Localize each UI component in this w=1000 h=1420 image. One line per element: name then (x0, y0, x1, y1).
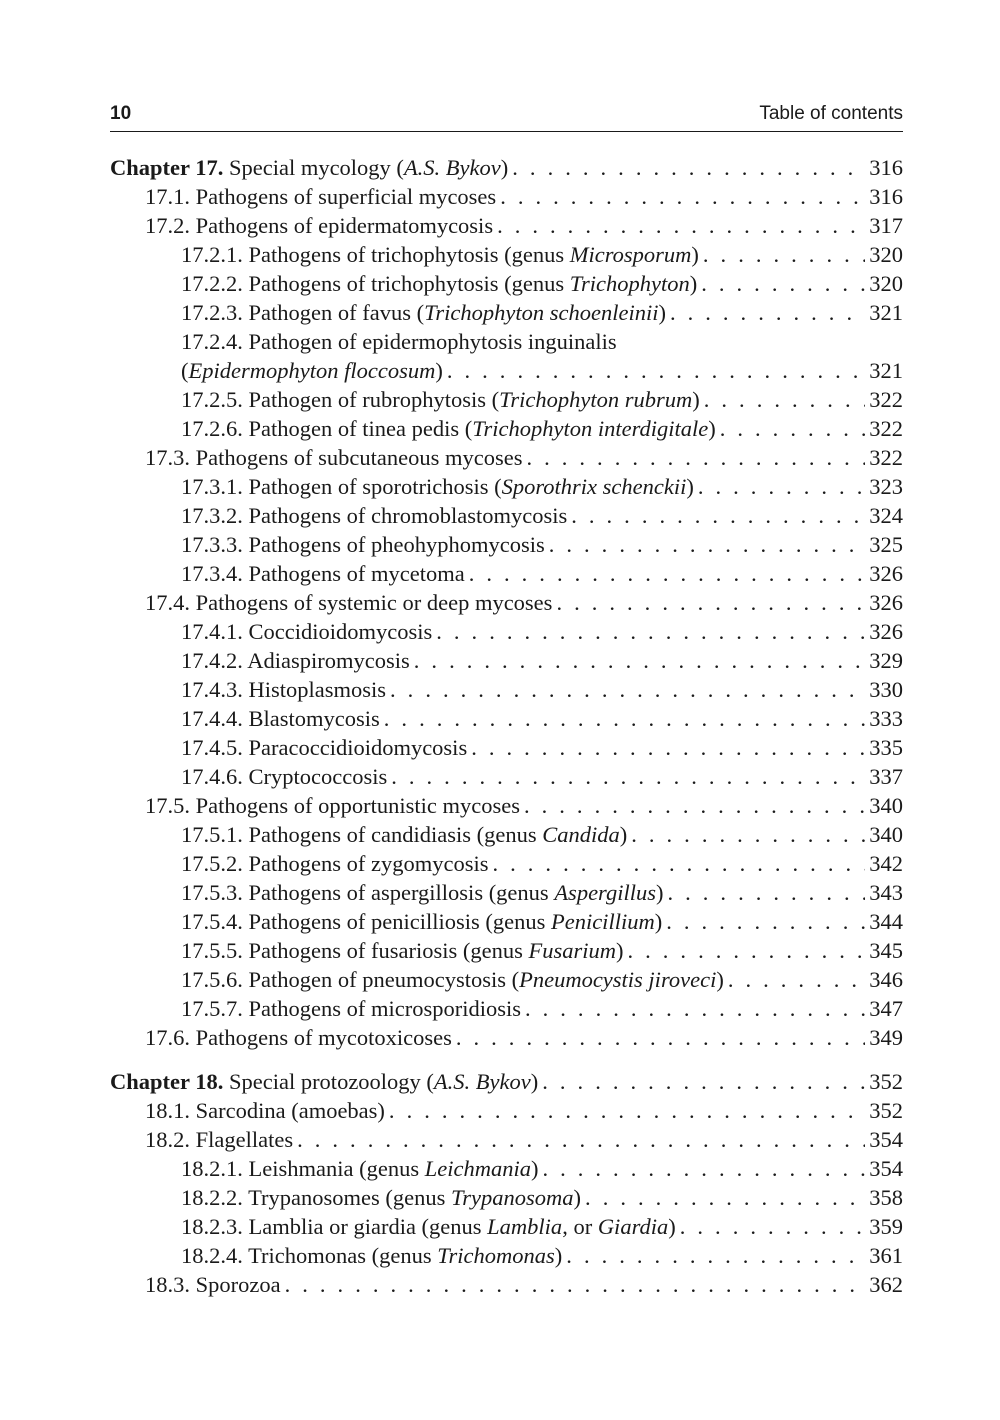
page-ref: 346 (869, 967, 903, 992)
entry-number: 17.5.6. (181, 967, 243, 992)
entry-title-suffix: ) (435, 358, 443, 383)
page-ref: 330 (869, 677, 903, 702)
entry-title: Pathogens of subcutaneous mycoses (195, 445, 523, 470)
page-ref: 344 (869, 909, 903, 934)
entry-title: Blastomycosis (248, 706, 380, 731)
entry-text (181, 269, 697, 298)
dot-leader (728, 965, 865, 994)
dot-leader (703, 240, 865, 269)
entry-title: Sporozoa (195, 1272, 281, 1297)
entry-title: Sarcodina (amoebas) (195, 1098, 385, 1123)
toc-entry[interactable] (110, 936, 903, 965)
toc-entry-chapter[interactable] (110, 153, 903, 182)
entry-title: ( (181, 358, 189, 383)
page-ref: 316 (869, 155, 903, 180)
toc-entry[interactable] (110, 820, 903, 849)
entry-title-suffix: ) (654, 909, 663, 934)
dot-leader (414, 646, 865, 675)
dot-leader (542, 1067, 865, 1096)
page-ref: 345 (869, 938, 903, 963)
entry-title-suffix: ) (689, 271, 698, 296)
dot-leader (525, 994, 865, 1023)
entry-number: 17.5.2. (181, 851, 243, 876)
entry-text (181, 820, 627, 849)
entry-title: Pathogen of sporotrichosis ( (248, 474, 502, 499)
toc-entry[interactable] (110, 1212, 903, 1241)
toc-entry[interactable] (110, 443, 903, 472)
entry-title: Pathogens of pheohyphomycosis (248, 532, 545, 557)
entry-title-italic: Pneumocystis jiroveci (519, 967, 717, 992)
entry-title: Pathogens of zygomycosis (248, 851, 489, 876)
entry-text (145, 182, 496, 211)
entry-title: Pathogens of mycotoxicoses (195, 1025, 452, 1050)
entry-number: 17.4.5. (181, 735, 243, 760)
entry-text (181, 472, 694, 501)
entry-title: Trichomonas (genus (248, 1243, 438, 1268)
toc-entry[interactable] (110, 269, 903, 298)
toc-entry-continuation[interactable] (110, 356, 903, 385)
entry-number: 17.3.3. (181, 532, 243, 557)
entry-number: 17.4. (145, 590, 190, 615)
entry-title-italic: Trichophyton rubrum (499, 387, 693, 412)
dot-leader (456, 1023, 865, 1052)
entry-text (181, 675, 386, 704)
entry-title-italic: Trichophyton interdigitale (472, 416, 709, 441)
toc-entry[interactable] (110, 907, 903, 936)
entry-title: Pathogens of mycetoma (248, 561, 465, 586)
entry-text (145, 1023, 452, 1052)
entry-text (110, 153, 508, 182)
dot-leader (701, 269, 865, 298)
entry-title: Pathogens of fusariosis (genus (248, 938, 529, 963)
entry-number: 17.1. (145, 184, 190, 209)
page-ref: 359 (869, 1214, 903, 1239)
entry-title: Pathogens of systemic or deep mycoses (195, 590, 553, 615)
dot-leader (627, 936, 865, 965)
toc-entry[interactable] (110, 1183, 903, 1212)
entry-text (145, 211, 493, 240)
page-ref: 340 (869, 822, 903, 847)
entry-title: Flagellates (195, 1127, 294, 1152)
entry-text (145, 443, 522, 472)
entry-title-suffix: ) (708, 416, 716, 441)
toc-entry[interactable] (110, 501, 903, 530)
entry-text (181, 559, 465, 588)
dot-leader (497, 211, 865, 240)
entry-number: 17.3.1. (181, 474, 243, 499)
page-ref: 320 (869, 271, 903, 296)
toc-entry[interactable] (110, 414, 903, 443)
toc-entry[interactable] (110, 298, 903, 327)
toc-entry[interactable] (110, 1270, 903, 1299)
dot-leader (447, 356, 865, 385)
page-ref: 354 (869, 1127, 903, 1152)
entry-number: 17.3.2. (181, 503, 243, 528)
entry-text (181, 298, 666, 327)
page-ref: 333 (869, 706, 903, 731)
dot-leader (469, 559, 866, 588)
toc-entry[interactable] (110, 762, 903, 791)
entry-title-italic-2: Giardia (597, 1214, 669, 1239)
entry-title-suffix: , or (562, 1214, 598, 1239)
entry-text (181, 965, 724, 994)
entry-number: 17.2.5. (181, 387, 243, 412)
entry-title: Coccidioidomycosis (248, 619, 433, 644)
entry-title: Pathogens of microsporidiosis (248, 996, 521, 1021)
toc-entry[interactable] (110, 327, 903, 356)
entry-text (181, 356, 443, 385)
entry-title: Trypanosomes (genus (248, 1185, 452, 1210)
entry-title-italic: Trichomonas (437, 1243, 555, 1268)
entry-number: 18.1. (145, 1098, 190, 1123)
toc-entry[interactable] (110, 385, 903, 414)
toc-entry[interactable] (110, 878, 903, 907)
entry-number: 17.4.1. (181, 619, 243, 644)
entry-number: 17.2.6. (181, 416, 243, 441)
entry-title: Special mycology ( (228, 155, 404, 180)
entry-title: Special protozoology ( (228, 1069, 434, 1094)
entry-title: Pathogens of aspergillosis (genus (248, 880, 555, 905)
dot-leader (666, 907, 865, 936)
entry-title-italic: Penicillium (550, 909, 655, 934)
entry-number: 17.2.2. (181, 271, 243, 296)
running-title: Table of contents (759, 103, 903, 124)
dot-leader (512, 153, 865, 182)
page-header (110, 101, 903, 132)
page-ref: 342 (869, 851, 903, 876)
toc-entry[interactable] (110, 211, 903, 240)
page-ref: 323 (869, 474, 903, 499)
entry-number: 18.2.4. (181, 1243, 243, 1268)
toc-entry[interactable] (110, 617, 903, 646)
page-ref: 326 (869, 590, 903, 615)
toc-entry[interactable] (110, 675, 903, 704)
entry-title-italic: Aspergillus (554, 880, 656, 905)
entry-number: 17.4.6. (181, 764, 243, 789)
entry-text (181, 762, 387, 791)
dot-leader (704, 385, 866, 414)
page-ref: 358 (869, 1185, 903, 1210)
entry-number: 17.3.4. (181, 561, 243, 586)
entry-text (181, 530, 545, 559)
entry-number: 17.5. (145, 793, 190, 818)
page-ref: 337 (869, 764, 903, 789)
toc-entry[interactable] (110, 733, 903, 762)
entry-title-suffix: ) (716, 967, 724, 992)
entry-title: Pathogen of pneumocystosis ( (248, 967, 520, 992)
page-ref: 322 (869, 445, 903, 470)
entry-number: 17.5.3. (181, 880, 243, 905)
entry-text (110, 1067, 538, 1096)
table-of-contents (110, 153, 903, 1299)
entry-title-italic: Candida (542, 822, 620, 847)
dot-leader (585, 1183, 865, 1212)
entry-title: Pathogens of trichophytosis (genus (248, 242, 570, 267)
entry-title-suffix: ) (619, 822, 628, 847)
entry-title: Pathogens of trichophytosis (genus (248, 271, 570, 296)
dot-leader (670, 298, 865, 327)
entry-title-italic: Trichophyton schoenleinii (424, 300, 659, 325)
page-number: 10 (110, 103, 132, 124)
entry-title-italic: A.S. Bykov (433, 1069, 531, 1094)
page-ref: 329 (869, 648, 903, 673)
toc-entry-chapter[interactable] (110, 1067, 903, 1096)
entry-number: 17.2.1. (181, 242, 243, 267)
page-ref: 322 (869, 416, 903, 441)
entry-title-suffix: ) (658, 300, 666, 325)
entry-number: Chapter 18. (110, 1069, 224, 1094)
entry-title-suffix: ) (691, 242, 699, 267)
entry-title: Paracoccidioidomycosis (248, 735, 468, 760)
entry-number: 17.4.4. (181, 706, 243, 731)
dot-leader (436, 617, 865, 646)
entry-title: Pathogens of penicilliosis (genus (248, 909, 551, 934)
page-ref: 317 (869, 213, 903, 238)
entry-text (181, 907, 662, 936)
entry-text (181, 1154, 538, 1183)
dot-leader (492, 849, 865, 878)
page-ref: 335 (869, 735, 903, 760)
entry-number: 18.2.2. (181, 1185, 243, 1210)
entry-title-italic: Leichmania (424, 1156, 531, 1181)
entry-number: 18.2.1. (181, 1156, 243, 1181)
dot-leader (571, 501, 865, 530)
entry-title-italic: Microsporum (569, 242, 692, 267)
page-ref: 321 (869, 358, 903, 383)
entry-text (145, 1096, 385, 1125)
entry-number: 17.6. (145, 1025, 190, 1050)
dot-leader (384, 704, 865, 733)
page-ref: 340 (869, 793, 903, 818)
entry-title-italic: Sporothrix schenckii (501, 474, 687, 499)
dot-leader (389, 1096, 865, 1125)
dot-leader (549, 530, 866, 559)
entry-text (181, 385, 700, 414)
entry-title: Pathogen of tinea pedis ( (248, 416, 473, 441)
toc-entry[interactable] (110, 182, 903, 211)
dot-leader (285, 1270, 866, 1299)
dot-leader (542, 1154, 865, 1183)
entry-title-suffix: ) (530, 1069, 539, 1094)
toc-entry[interactable] (110, 530, 903, 559)
entry-title: Adiaspiromycosis (247, 648, 410, 673)
entry-text (181, 849, 488, 878)
entry-text (181, 414, 716, 443)
page-ref: 343 (869, 880, 903, 905)
dot-leader (680, 1212, 866, 1241)
entry-text (181, 617, 432, 646)
toc-entry[interactable] (110, 965, 903, 994)
entry-number: 17.4.3. (181, 677, 243, 702)
toc-entry[interactable] (110, 1154, 903, 1183)
entry-number: 17.3. (145, 445, 190, 470)
toc-entry[interactable] (110, 791, 903, 820)
entry-text (181, 646, 410, 675)
entry-number: 17.2. (145, 213, 190, 238)
entry-text (145, 588, 552, 617)
dot-leader (556, 588, 865, 617)
toc-entry[interactable] (110, 1241, 903, 1270)
toc-entry[interactable] (110, 1125, 903, 1154)
page-ref: 325 (869, 532, 903, 557)
page-ref: 362 (869, 1272, 903, 1297)
entry-title-suffix: ) (655, 880, 664, 905)
toc-entry[interactable] (110, 240, 903, 269)
entry-title: Cryptococcosis (248, 764, 388, 789)
entry-title-suffix: ) (500, 155, 509, 180)
entry-text (181, 878, 663, 907)
entry-number: 17.5.5. (181, 938, 243, 963)
entry-number: 17.4.2. (181, 648, 243, 673)
entry-title: Pathogen of epidermophytosis inguinalis (248, 329, 617, 354)
entry-text (181, 704, 380, 733)
dot-leader (297, 1125, 865, 1154)
dot-leader (391, 762, 865, 791)
entry-number: 17.5.1. (181, 822, 243, 847)
entry-title-suffix: ) (615, 938, 624, 963)
entry-text (145, 791, 520, 820)
entry-title: Pathogens of candidiasis (genus (248, 822, 543, 847)
entry-title: Pathogens of opportunistic mycoses (195, 793, 520, 818)
dot-leader (667, 878, 865, 907)
page-ref: 354 (869, 1156, 903, 1181)
page-ref: 352 (869, 1069, 903, 1094)
entry-text (181, 994, 521, 1023)
page-ref: 326 (869, 619, 903, 644)
toc-entry[interactable] (110, 559, 903, 588)
page-ref: 321 (869, 300, 903, 325)
entry-title: Leishmania (genus (248, 1156, 425, 1181)
entry-number: 17.5.4. (181, 909, 243, 934)
dot-leader (471, 733, 865, 762)
entry-number: 18.3. (145, 1272, 190, 1297)
toc-entry[interactable] (110, 704, 903, 733)
entry-title-italic: Lamblia (487, 1214, 563, 1239)
page-ref: 320 (869, 242, 903, 267)
entry-title: Histoplasmosis (248, 677, 387, 702)
entry-text (181, 327, 617, 356)
entry-title-suffix: ) (530, 1156, 539, 1181)
page-ref: 347 (869, 996, 903, 1021)
entry-number: Chapter 17. (110, 155, 224, 180)
toc-entry[interactable] (110, 646, 903, 675)
dot-leader (390, 675, 865, 704)
toc-entry[interactable] (110, 472, 903, 501)
entry-title-italic: Trypanosoma (451, 1185, 574, 1210)
dot-leader (566, 1241, 865, 1270)
entry-title: Pathogens of chromoblastomycosis (248, 503, 568, 528)
entry-title: Pathogens of epidermatomycosis (195, 213, 494, 238)
entry-title: Pathogen of rubrophytosis ( (248, 387, 500, 412)
entry-text (181, 1212, 676, 1241)
entry-text (181, 501, 567, 530)
entry-title: Pathogens of superficial mycoses (195, 184, 497, 209)
entry-number: 17.2.3. (181, 300, 243, 325)
toc-entry[interactable] (110, 588, 903, 617)
page-ref: 361 (869, 1243, 903, 1268)
page-ref: 349 (869, 1025, 903, 1050)
page-ref: 316 (869, 184, 903, 209)
entry-title-italic: Trichophyton (569, 271, 690, 296)
page-ref: 326 (869, 561, 903, 586)
page-ref: 352 (869, 1098, 903, 1123)
entry-text (181, 1241, 562, 1270)
entry-title: Pathogen of favus ( (248, 300, 425, 325)
dot-leader (526, 443, 865, 472)
entry-text (145, 1270, 281, 1299)
toc-entry[interactable] (110, 994, 903, 1023)
entry-title-suffix: ) (692, 387, 700, 412)
entry-title-italic: Epidermophyton floccosum (188, 358, 436, 383)
entry-title-suffix: ) (554, 1243, 563, 1268)
dot-leader (631, 820, 865, 849)
entry-text (181, 1183, 581, 1212)
entry-number: 18.2.3. (181, 1214, 243, 1239)
dot-leader (524, 791, 865, 820)
entry-number: 17.5.7. (181, 996, 243, 1021)
page-ref: 324 (869, 503, 903, 528)
toc-entry[interactable] (110, 1096, 903, 1125)
entry-number: 18.2. (145, 1127, 190, 1152)
entry-title-italic: A.S. Bykov (403, 155, 501, 180)
entry-title-suffix: ) (686, 474, 694, 499)
toc-entry[interactable] (110, 849, 903, 878)
entry-title: Lamblia or giardia (genus (248, 1214, 488, 1239)
entry-text (181, 733, 467, 762)
entry-title-suffix-2: ) (668, 1214, 676, 1239)
entry-text (181, 240, 699, 269)
toc-entry[interactable] (110, 1023, 903, 1052)
dot-leader (500, 182, 865, 211)
entry-number: 17.2.4. (181, 329, 243, 354)
entry-text (181, 936, 623, 965)
dot-leader (720, 414, 866, 443)
page-ref: 322 (869, 387, 903, 412)
dot-leader (698, 472, 865, 501)
entry-text (145, 1125, 293, 1154)
entry-title-italic: Fusarium (528, 938, 616, 963)
entry-title-suffix: ) (573, 1185, 582, 1210)
